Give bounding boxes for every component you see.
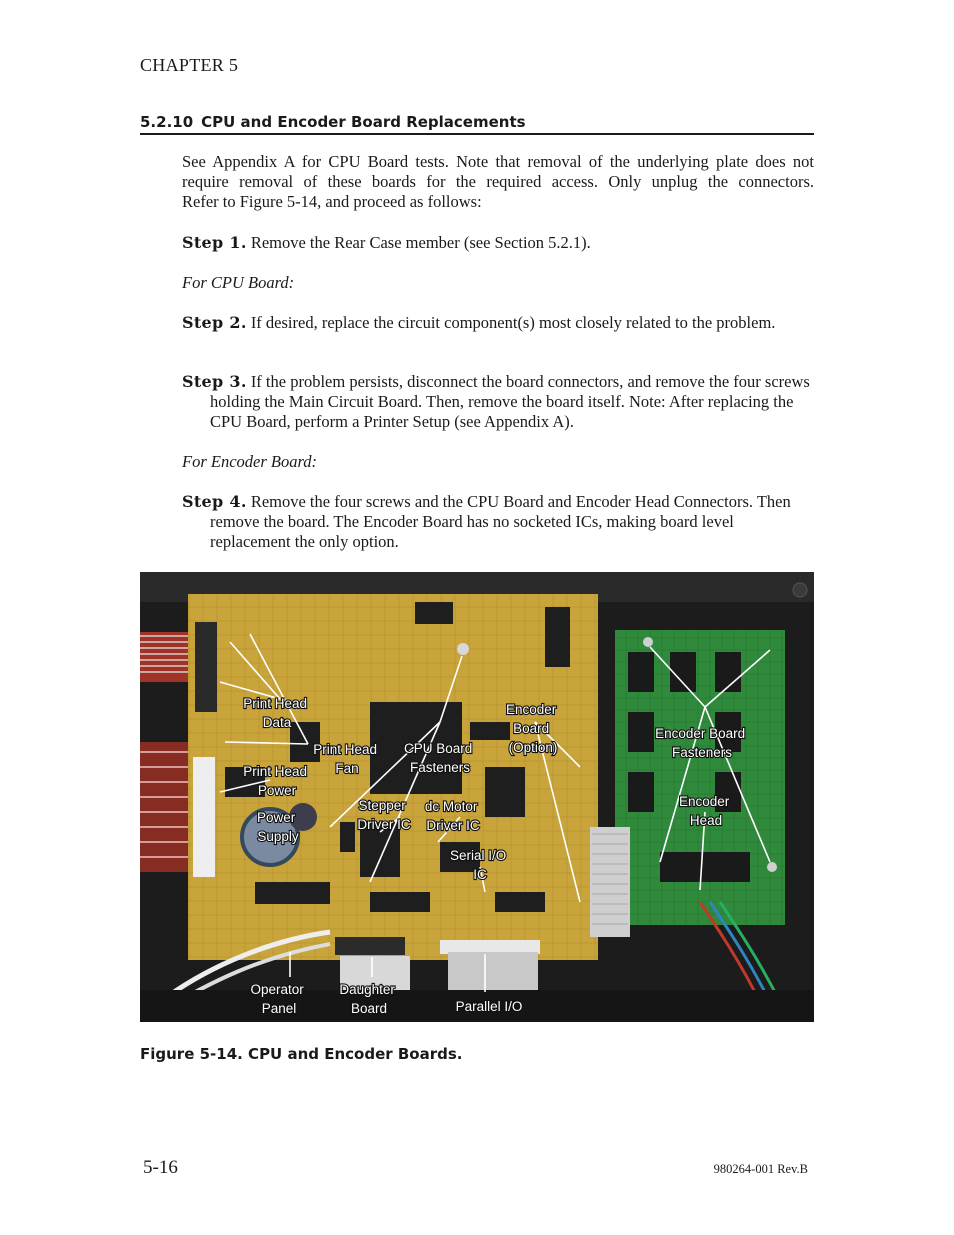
section-title-text: CPU and Encoder Board Replacements — [201, 113, 526, 131]
board-photo — [140, 572, 814, 1022]
label-encoder-head: Encoder Head — [678, 794, 730, 828]
connector-icon — [335, 937, 405, 955]
label-print-head-fan: Print Head Fan — [313, 742, 378, 776]
step-text: Remove the Rear Case member (see Section 5.2.1). — [250, 233, 591, 252]
label-encoder-board-option: Encoder Board (Option) — [505, 702, 558, 755]
label-cpu-board-fasteners: CPU Board Fasteners — [403, 741, 473, 775]
step-text: Remove the four screws and the CPU Board and Encoder Head Connectors. Then remove the board. The Encoder Board has no socketed ICs, making board level replacement the only option. — [210, 492, 791, 551]
page-number: 5-16 — [143, 1157, 178, 1178]
subhead-encoder-board: For Encoder Board: — [182, 452, 318, 471]
intro-paragraph — [182, 152, 814, 212]
step-text: If desired, replace the circuit component(s) most closely related to the problem. — [250, 313, 776, 332]
step-1 — [182, 233, 814, 253]
label-operator-panel: Operator Panel — [250, 982, 304, 1016]
document-number: 980264-001 Rev.B — [713, 1162, 808, 1176]
label-stepper-driver-ic: Stepper Driver IC — [357, 798, 411, 832]
step-text: If the problem persists, disconnect the board connectors, and remove the four screws holding the Main Circuit Board. Then, remove the board itself. Note: After replacing the CPU Board, perform a Printer Setup (see Appendix A). — [210, 372, 810, 431]
step-label: Step 2. — [182, 313, 247, 332]
connector-icon — [195, 622, 217, 712]
intro-line: require removal of these boards for the required access. Only unplug the connectors. — [182, 172, 814, 191]
fastener-icon — [767, 862, 777, 872]
label-print-head-data: Print Head Data — [243, 696, 308, 730]
fastener-icon — [643, 637, 653, 647]
step-4 — [182, 492, 814, 552]
label-daughter-board: Daughter Board — [339, 982, 395, 1016]
intro-line: Refer to Figure 5-14, and proceed as follows: — [182, 192, 482, 211]
label-parallel-io: Parallel I/O — [455, 999, 523, 1014]
section-heading — [140, 113, 814, 135]
connector-icon — [440, 940, 540, 954]
subhead-cpu-board: For CPU Board: — [182, 273, 295, 292]
intro-line: See Appendix A for CPU Board tests. Note that removal of the underlying plate does not — [182, 152, 814, 171]
chapter-header: CHAPTER 5 — [140, 55, 239, 75]
step-3 — [182, 372, 814, 432]
section-number: 5.2.10 — [140, 113, 194, 131]
figure-caption: Figure 5-14. CPU and Encoder Boards. — [140, 1045, 463, 1063]
label-dc-motor-driver-ic: dc Motor Driver IC — [424, 799, 480, 833]
step-2 — [182, 313, 814, 333]
step-label: Step 3. — [182, 372, 247, 391]
fastener-icon — [457, 643, 469, 655]
label-power-supply: Power Supply — [256, 810, 299, 844]
label-encoder-board-fasteners: Encoder Board Fasteners — [655, 726, 746, 760]
step-label: Step 4. — [182, 492, 247, 511]
label-serial-io-ic: Serial I/O IC — [449, 848, 507, 882]
figure-cpu-encoder-boards — [140, 572, 814, 1022]
label-print-head-power: Print Head Power — [243, 764, 308, 798]
step-label: Step 1. — [182, 233, 247, 252]
screw-icon — [793, 583, 807, 597]
connector-icon — [193, 757, 215, 877]
